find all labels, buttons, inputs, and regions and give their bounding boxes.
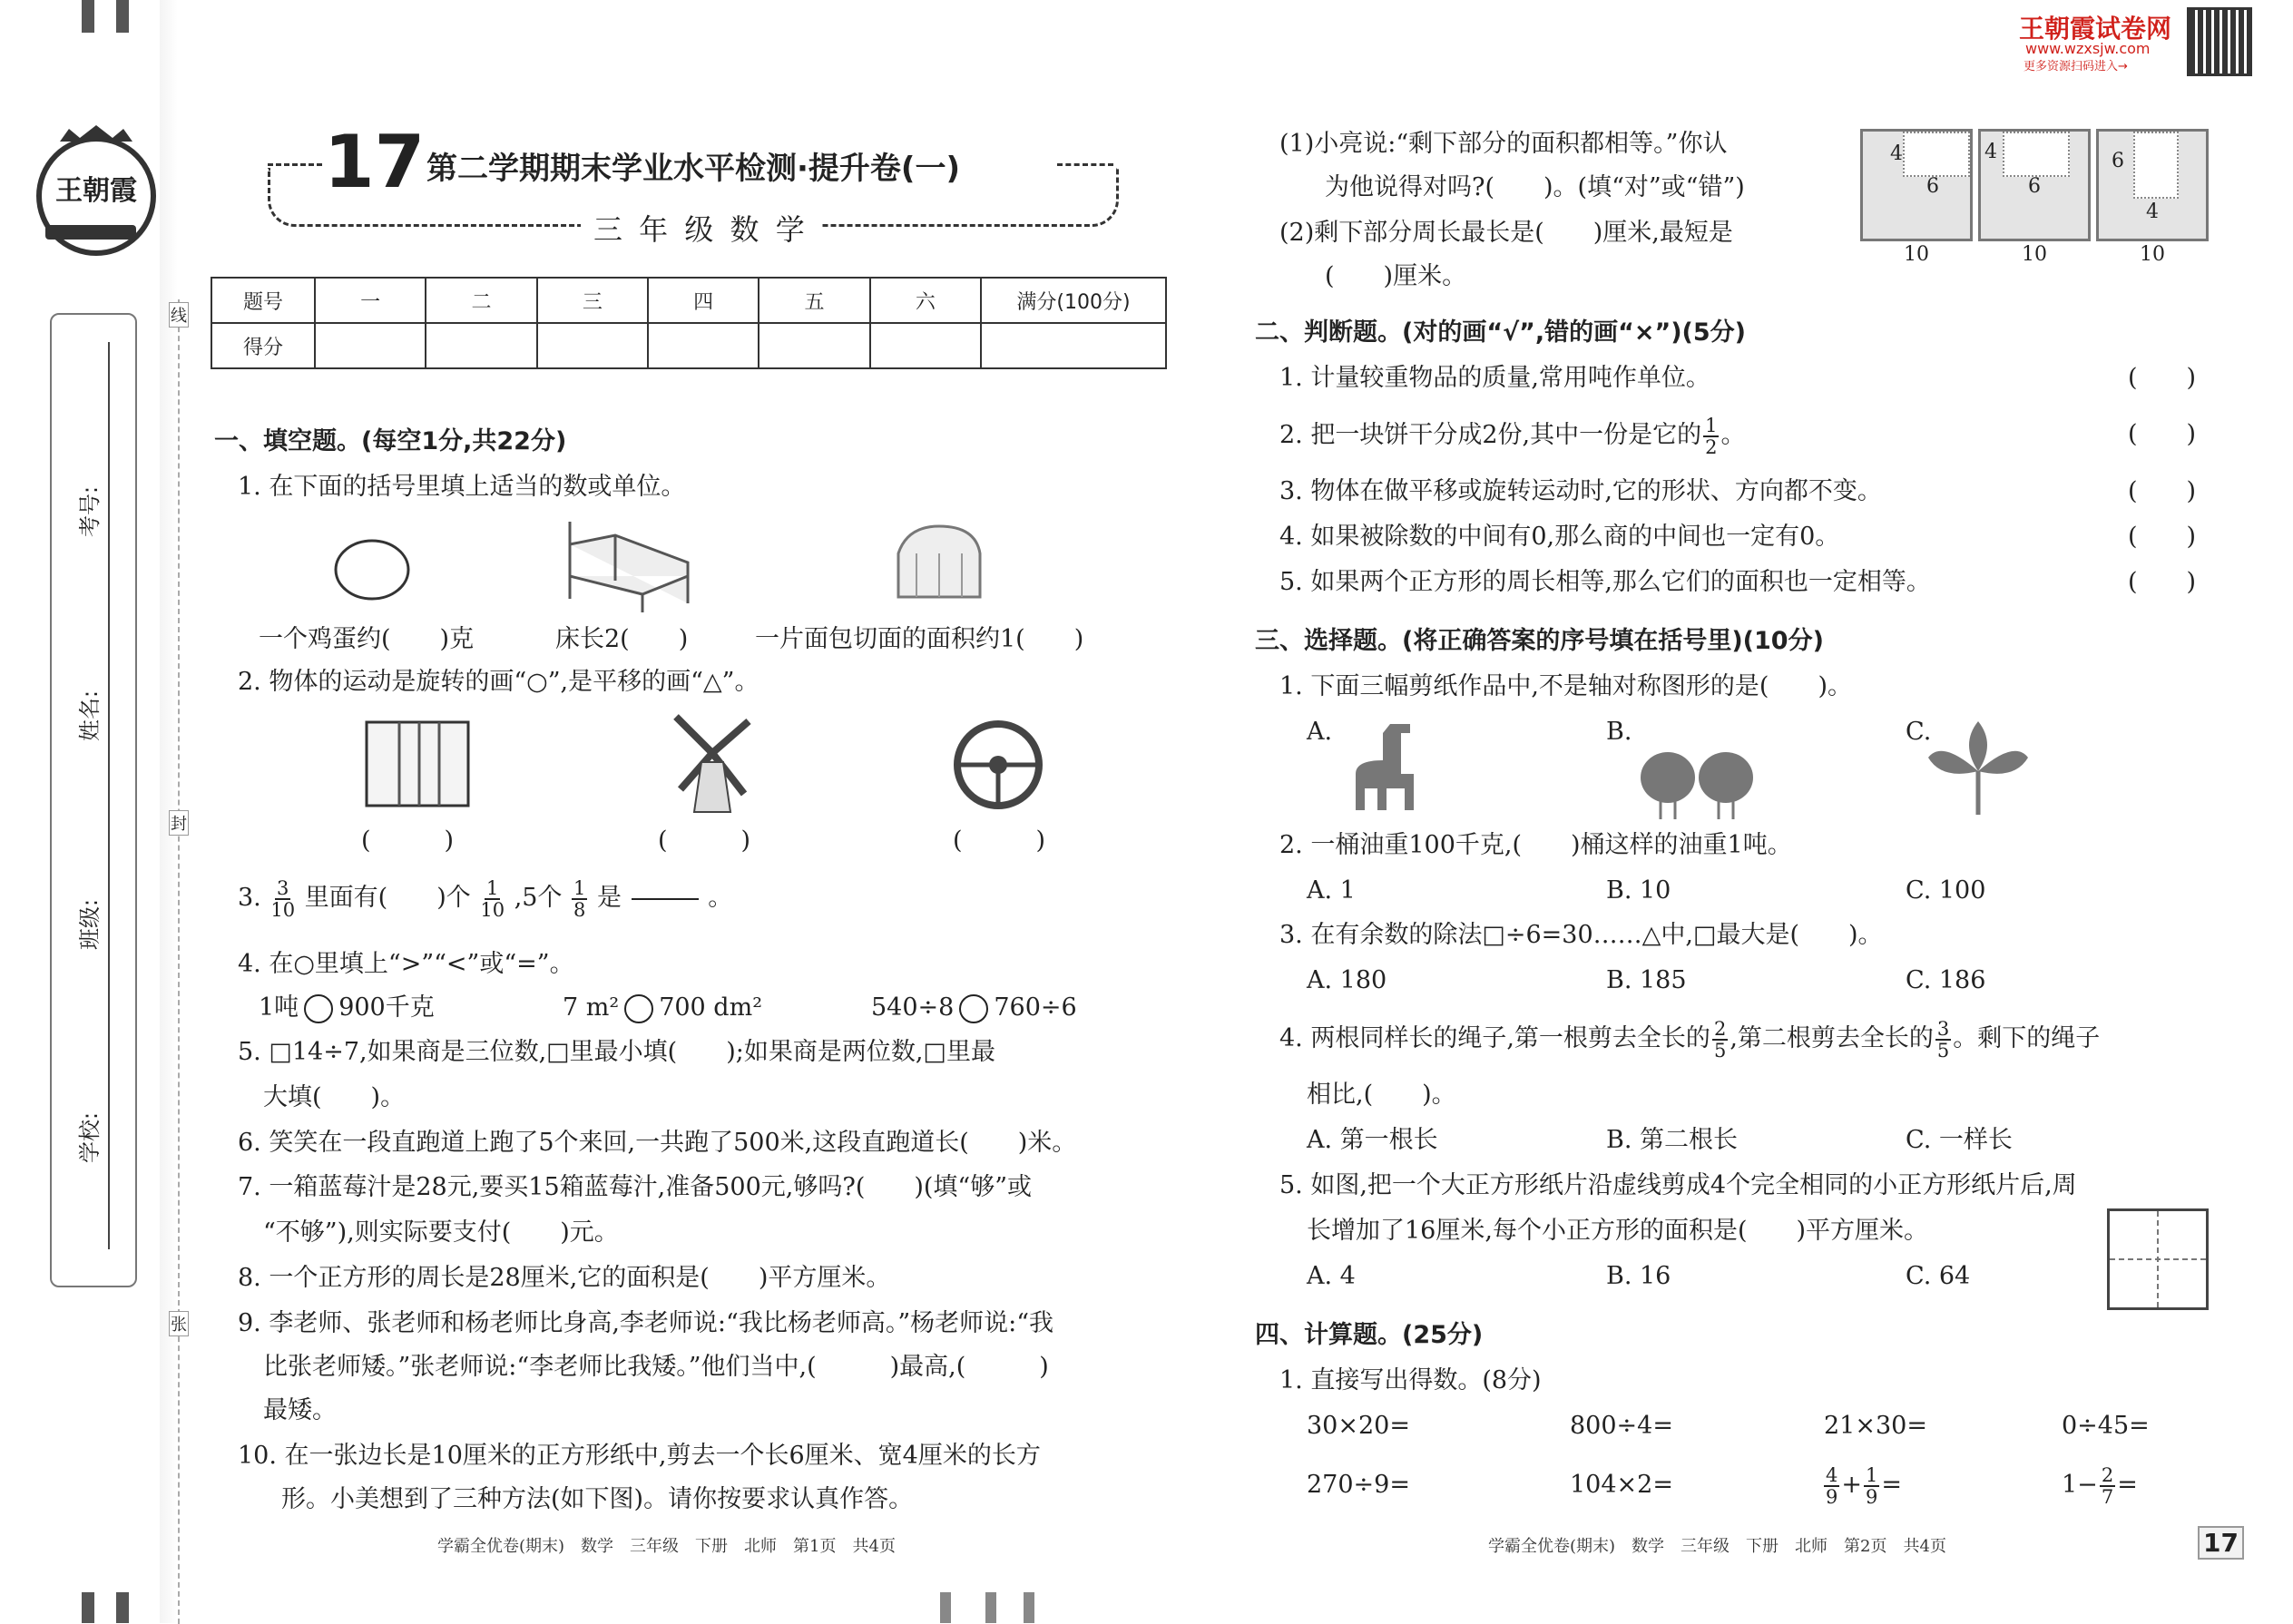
- cut-figure-c: [2096, 129, 2209, 241]
- q2-blank-c[interactable]: ( ): [953, 827, 1046, 855]
- section-1-title: 一、填空题。(每空1分,共22分): [214, 427, 567, 455]
- numerator: 2: [1713, 1017, 1727, 1040]
- bed-icon: [561, 513, 697, 617]
- choice-4-option-b[interactable]: B. 第二根长: [1606, 1126, 1739, 1154]
- write-line: [108, 342, 110, 1249]
- bind-mark: [82, 1592, 94, 1623]
- calc-item: 800÷4=: [1570, 1412, 1673, 1440]
- exam-subtitle: 三 年 级 数 学: [581, 207, 821, 249]
- score-cell[interactable]: [981, 323, 1166, 368]
- judge-answer-3[interactable]: ( ): [2128, 477, 2197, 505]
- q4-text: 4. 两根同样长的绳子,第一根剪去全长的: [1279, 1024, 1710, 1052]
- judge-item-1: 1. 计量较重物品的质量,常用吨作单位。: [1279, 364, 1710, 392]
- q3-text: 。: [708, 884, 733, 912]
- judge-text: 2. 把一块饼干分成2份,其中一份是它的: [1279, 421, 1702, 449]
- calc-item: 0÷45=: [2062, 1412, 2150, 1440]
- question-1-3: [238, 871, 732, 925]
- equals: =: [2117, 1471, 2138, 1499]
- q1-answer-c: 一片面包切面的面积约1( ): [755, 625, 1084, 653]
- choice-4-option-c[interactable]: C. 一样长: [1906, 1126, 2013, 1154]
- calc-item: 21×30=: [1824, 1412, 1927, 1440]
- option-c-label: C.: [1906, 718, 1932, 746]
- denominator: 9: [1866, 1485, 1878, 1508]
- numerator: 3: [277, 876, 289, 899]
- score-header-cell: 二: [426, 278, 536, 323]
- score-table: [211, 277, 1167, 369]
- student-info-sidebar: [50, 313, 137, 1287]
- numerator: 1: [1705, 414, 1718, 436]
- choice-5-option-a[interactable]: A. 4: [1307, 1262, 1356, 1290]
- compare-right: 760÷6: [994, 993, 1077, 1022]
- judge-text: 。: [1720, 421, 1746, 449]
- number-label: 考号:: [77, 485, 103, 537]
- cut-region: [2133, 132, 2179, 199]
- choice-question-4-line2: 相比,( )。: [1307, 1081, 1456, 1109]
- calc-question-1: 1. 直接写出得数。(8分): [1279, 1366, 1542, 1394]
- calc-item: 270÷9=: [1307, 1471, 1410, 1499]
- choice-3-option-c[interactable]: C. 186: [1906, 966, 1986, 994]
- section-2-title: 二、判断题。(对的画“√”,错的画“×”)(5分): [1255, 318, 1747, 347]
- q4-text: 。剩下的绳子: [1953, 1024, 2101, 1052]
- figure-label: 6: [2112, 150, 2124, 172]
- numerator: 4: [1826, 1463, 1838, 1486]
- question-1-9-line2: 比张老师矮。”张老师说:“李老师比我矮。”他们当中,( )最高,( ): [263, 1353, 1049, 1381]
- logo-ribbon: [45, 225, 136, 240]
- egg-icon: [331, 535, 413, 604]
- score-cell[interactable]: [315, 323, 426, 368]
- exam-title: 第二学期期末学业水平检测·提升卷(一): [426, 151, 960, 187]
- school-label: 学校:: [77, 1111, 103, 1163]
- question-1-1: 1. 在下面的括号里填上适当的数或单位。: [238, 473, 686, 501]
- score-header-cell: 一: [315, 278, 426, 323]
- bind-mark: [940, 1592, 951, 1623]
- compare-left: 7 m²: [563, 993, 620, 1022]
- judge-answer-5[interactable]: ( ): [2128, 568, 2197, 596]
- compare-3: [871, 993, 1077, 1023]
- score-cell[interactable]: [648, 323, 759, 368]
- fraction: [2100, 1465, 2115, 1507]
- figure-label: 10: [2022, 243, 2047, 266]
- judge-answer-1[interactable]: ( ): [2128, 364, 2197, 392]
- footer-left: 学霸全优卷(期末) 数学 三年级 下册 北师 第1页 共4页: [437, 1537, 896, 1556]
- cut-figure-b: [1978, 129, 2091, 241]
- denominator: 5: [1713, 1039, 1727, 1061]
- question-1-6: 6. 笑笑在一段直跑道上跑了5个来回,一共跑了500米,这段直跑道长( )米。: [238, 1129, 1077, 1157]
- blank-fraction[interactable]: [632, 878, 699, 920]
- square-figure: [2107, 1208, 2209, 1310]
- numerator: 1: [573, 876, 586, 899]
- q3-text: 里面有( )个: [304, 884, 471, 912]
- denominator: 8: [573, 898, 586, 921]
- figure-label: 6: [2028, 175, 2041, 198]
- question-1-5-line1: 5. □14÷7,如果商是三位数,□里最小填( );如果商是两位数,□里最: [238, 1038, 995, 1066]
- page-number: 17: [2198, 1526, 2244, 1560]
- bind-mark: [985, 1592, 996, 1623]
- cut-region: [2003, 132, 2070, 177]
- q2-blank-b[interactable]: ( ): [658, 827, 751, 855]
- score-header-cell: 三: [537, 278, 648, 323]
- choice-4-option-a[interactable]: A. 第一根长: [1307, 1126, 1438, 1154]
- choice-2-option-c[interactable]: C. 100: [1906, 876, 1986, 905]
- compare-right: 700 dm²: [659, 993, 763, 1022]
- steering-wheel-icon: [948, 715, 1048, 815]
- q1-answer-b: 床长2( ): [555, 625, 689, 653]
- q3-text: 是: [597, 884, 622, 912]
- qr-code-icon[interactable]: [2187, 7, 2252, 76]
- denominator: 10: [270, 898, 296, 921]
- fraction: [1864, 1465, 1879, 1507]
- fraction: [270, 878, 295, 920]
- judge-item-2: [1279, 408, 1745, 463]
- score-header-cell: 题号: [211, 278, 315, 323]
- bind-mark: [82, 0, 94, 33]
- crown-icon: [42, 125, 151, 143]
- q3-text: ,5个: [514, 884, 563, 912]
- operator: 1−: [2062, 1471, 2098, 1499]
- bind-mark: [116, 0, 129, 33]
- sliding-window-icon: [363, 719, 472, 809]
- question-1-10-2-line1: (2)剩下部分周长最长是( )厘米,最短是: [1279, 219, 1733, 247]
- numerator: 1: [1866, 1463, 1878, 1486]
- choice-question-2: 2. 一桶油重100千克,( )桶这样的油重1吨。: [1279, 831, 1792, 859]
- judge-item-5: 5. 如果两个正方形的周长相等,那么它们的面积也一定相等。: [1279, 568, 1931, 596]
- compare-left: 1吨: [259, 993, 299, 1022]
- flower-paper-cut-icon: [1924, 717, 2033, 817]
- choice-2-option-b[interactable]: B. 10: [1606, 876, 1671, 905]
- bind-mark: [1024, 1592, 1034, 1623]
- calc-item: 30×20=: [1307, 1412, 1410, 1440]
- q2-blank-a[interactable]: ( ): [361, 827, 455, 855]
- section-3-title: 三、选择题。(将正确答案的序号填在括号里)(10分): [1255, 627, 1824, 655]
- choice-2-option-a[interactable]: A. 1: [1307, 876, 1356, 905]
- question-1-10-2-line2: ( )厘米。: [1325, 262, 1467, 290]
- exam-number: 17: [324, 120, 426, 204]
- question-1-7-line1: 7. 一箱蓝莓汁是28元,要买15箱蓝莓汁,准备500元,够吗?( )(填“够”或: [238, 1173, 1033, 1201]
- score-header-row: [211, 278, 1166, 323]
- choice-3-option-b[interactable]: B. 185: [1606, 966, 1687, 994]
- calc-item-fraction-add: [1822, 1458, 1902, 1512]
- fraction: [1703, 416, 1719, 457]
- choice-5-option-b[interactable]: B. 16: [1606, 1262, 1671, 1290]
- numerator: 2: [2101, 1463, 2114, 1486]
- judge-item-3: 3. 物体在做平移或旋转运动时,它的形状、方向都不变。: [1279, 477, 1882, 505]
- compare-left: 540÷8: [871, 993, 955, 1022]
- choice-question-3: 3. 在有余数的除法□÷6=30……△中,□最大是( )。: [1279, 921, 1883, 949]
- compare-right: 900千克: [338, 993, 435, 1022]
- calc-item-fraction-sub: [2062, 1458, 2138, 1512]
- question-1-5-line2: 大填( )。: [263, 1083, 406, 1111]
- figure-label: 4: [1890, 142, 1903, 165]
- bind-mark: [116, 1592, 129, 1623]
- score-cell[interactable]: [537, 323, 648, 368]
- denominator: 10: [480, 898, 505, 921]
- class-label: 班级:: [77, 898, 103, 950]
- brand-name: 王朝霞试卷网: [2019, 14, 2172, 44]
- q1-answer-a: 一个鸡蛋约( )克: [259, 625, 475, 653]
- figure-label: 10: [1904, 243, 1929, 266]
- denominator: 5: [1936, 1039, 1950, 1061]
- windmill-icon: [658, 708, 767, 817]
- dashed-cut-line: [2110, 1258, 2206, 1260]
- fraction: [1824, 1465, 1839, 1507]
- choice-question-5-line2: 长增加了16厘米,每个小正方形的面积是( )平方厘米。: [1307, 1217, 1929, 1245]
- choice-5-option-c[interactable]: C. 64: [1906, 1262, 1971, 1290]
- header-frame-top: [1057, 163, 1113, 166]
- seal-char: 封: [169, 810, 189, 836]
- choice-question-1: 1. 下面三幅剪纸作品中,不是轴对称图形的是( )。: [1279, 672, 1852, 700]
- judge-item-4: 4. 如果被除数的中间有0,那么商的中间也一定有0。: [1279, 523, 1840, 551]
- seal-char: 线: [169, 302, 189, 328]
- question-1-2: 2. 物体的运动是旋转的画“○”,是平移的画“△”。: [238, 668, 759, 696]
- question-1-4: 4. 在○里填上“>”“<”或“=”。: [238, 950, 574, 978]
- cut-region: [1903, 132, 1970, 177]
- question-1-9-line3: 最矮。: [263, 1396, 337, 1424]
- fraction: [480, 878, 505, 920]
- equals: =: [1881, 1471, 1902, 1499]
- fraction: [1935, 1019, 1951, 1061]
- score-header-cell: 五: [759, 278, 869, 323]
- question-1-7-line2: “不够”),则实际要支付( )元。: [263, 1218, 619, 1247]
- numerator: 3: [1936, 1017, 1950, 1040]
- q4-text: ,第二根剪去全长的: [1730, 1024, 1934, 1052]
- fraction: [1712, 1019, 1728, 1061]
- score-header-cell: 六: [870, 278, 981, 323]
- question-1-10-line2: 形。小美想到了三种方法(如下图)。请你按要求认真作答。: [281, 1485, 914, 1513]
- figure-label: 4: [1984, 141, 1997, 163]
- bread-icon: [889, 517, 989, 608]
- giraffe-paper-cut-icon: [1334, 715, 1434, 815]
- compare-circle[interactable]: [624, 994, 653, 1023]
- option-a-label: A.: [1307, 718, 1333, 746]
- score-cell[interactable]: [426, 323, 536, 368]
- compare-circle[interactable]: [959, 994, 988, 1023]
- compare-1: [259, 993, 435, 1023]
- score-row-label: 得分: [211, 323, 315, 368]
- figure-label: 10: [2140, 243, 2165, 266]
- score-row: [211, 323, 1166, 368]
- birds-paper-cut-icon: [1633, 730, 1760, 821]
- calc-item: 104×2=: [1570, 1471, 1673, 1499]
- judge-answer-4[interactable]: ( ): [2128, 523, 2197, 551]
- question-1-10-line1: 10. 在一张边长是10厘米的正方形纸中,剪去一个长6厘米、宽4厘米的长方: [238, 1442, 1041, 1470]
- choice-question-4-line1: [1279, 1012, 2100, 1066]
- score-header-cell: 四: [648, 278, 759, 323]
- question-1-10-1-line1: (1)小亮说:“剩下部分的面积都相等。”你认: [1279, 130, 1728, 158]
- fraction: [572, 878, 587, 920]
- score-header-cell: 满分(100分): [981, 278, 1166, 323]
- judge-answer-2[interactable]: ( ): [2128, 420, 2197, 448]
- question-1-9-line1: 9. 李老师、张老师和杨老师比身高,李老师说:“我比杨老师高。”杨老师说:“我: [238, 1309, 1054, 1337]
- header-frame-top: [268, 163, 322, 166]
- denominator: 9: [1826, 1485, 1838, 1508]
- compare-2: [563, 993, 762, 1023]
- compare-circle[interactable]: [304, 994, 333, 1023]
- denominator: 7: [2101, 1485, 2114, 1508]
- denominator: 2: [1705, 435, 1718, 458]
- brand-tagline: 更多资源扫码进入→: [2024, 60, 2128, 73]
- brand-logo: [36, 136, 156, 256]
- operator: +: [1841, 1471, 1862, 1499]
- footer-right: 学霸全优卷(期末) 数学 三年级 下册 北师 第2页 共4页: [1488, 1537, 1946, 1556]
- seal-char: 张: [169, 1311, 189, 1336]
- logo-text: 王朝霞: [55, 175, 137, 207]
- option-b-label: B.: [1606, 718, 1632, 746]
- section-4-title: 四、计算题。(25分): [1255, 1321, 1484, 1349]
- score-cell[interactable]: [759, 323, 869, 368]
- figure-label: 6: [1926, 175, 1939, 198]
- cut-figure-a: [1860, 129, 1973, 241]
- question-1-8: 8. 一个正方形的周长是28厘米,它的面积是( )平方厘米。: [238, 1264, 891, 1292]
- name-label: 姓名:: [77, 690, 103, 741]
- q3-num: 3.: [238, 884, 261, 912]
- seal-line: [178, 299, 180, 1624]
- brand-url: www.wzxsjw.com: [2025, 40, 2151, 57]
- choice-question-5-line1: 5. 如图,把一个大正方形纸片沿虚线剪成4个完全相同的小正方形纸片后,周: [1279, 1171, 2077, 1199]
- score-cell[interactable]: [870, 323, 981, 368]
- numerator: 1: [486, 876, 499, 899]
- figure-label: 4: [2146, 201, 2159, 223]
- choice-3-option-a[interactable]: A. 180: [1307, 966, 1387, 994]
- question-1-10-1-line2: 为他说得对吗?( )。(填“对”或“错”): [1325, 173, 1745, 201]
